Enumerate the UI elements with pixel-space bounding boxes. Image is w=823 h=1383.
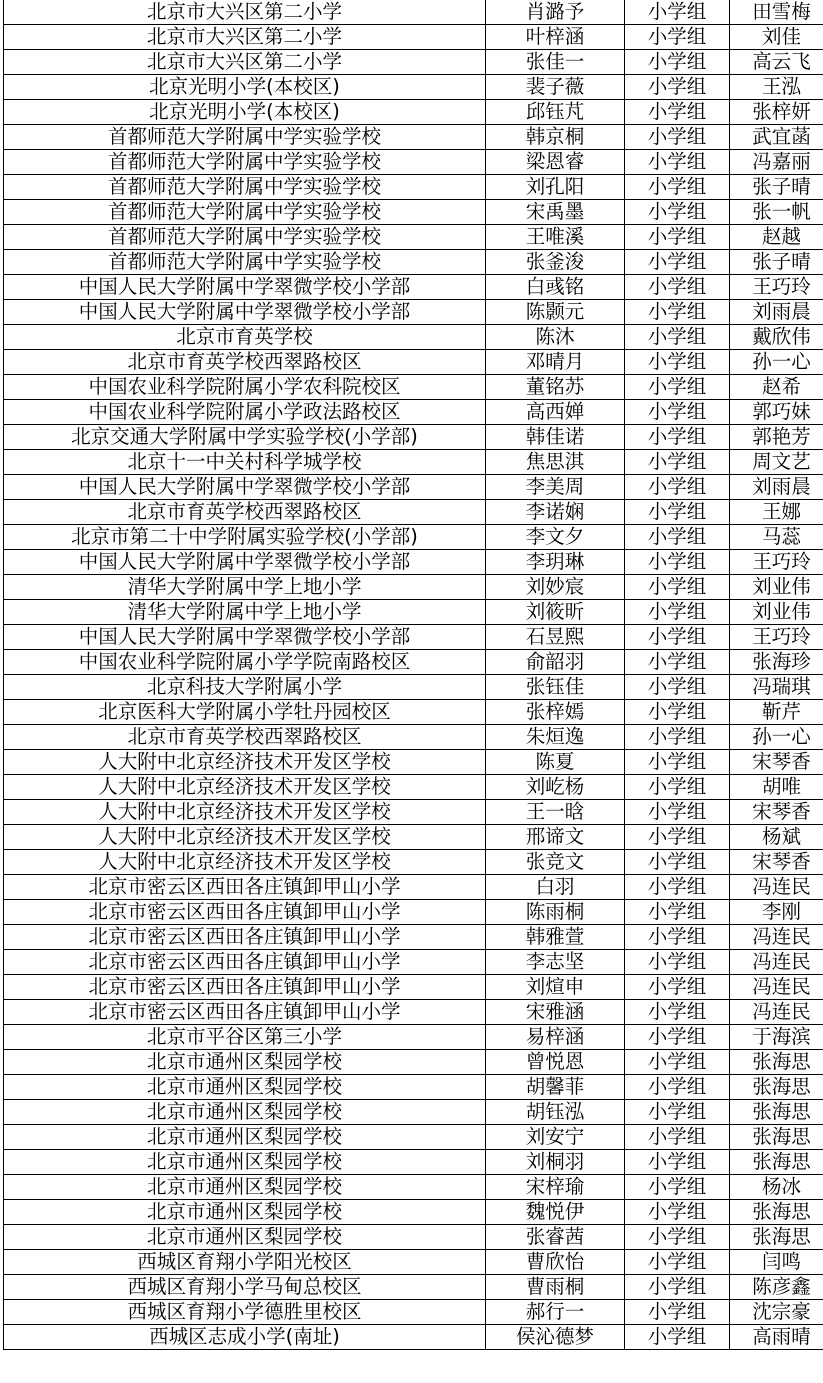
student-name-cell: 曹雨桐 bbox=[486, 1275, 625, 1300]
student-name-cell: 李玥琳 bbox=[486, 550, 625, 575]
group-cell: 小学组 bbox=[625, 1200, 730, 1225]
student-name-cell: 王一晗 bbox=[486, 800, 625, 825]
student-name-cell: 陈夏 bbox=[486, 750, 625, 775]
teacher-name-cell: 宋琴香 bbox=[730, 850, 823, 875]
group-cell: 小学组 bbox=[625, 750, 730, 775]
school-cell: 西城区育翔小学德胜里校区 bbox=[4, 1300, 486, 1325]
student-name-cell: 张梓嫣 bbox=[486, 700, 625, 725]
student-name-cell: 韩雅萱 bbox=[486, 925, 625, 950]
table-row bbox=[4, 1300, 823, 1325]
teacher-name-cell: 李刚 bbox=[730, 900, 823, 925]
teacher-name-cell: 杨斌 bbox=[730, 825, 823, 850]
table-row bbox=[4, 400, 823, 425]
school-cell: 北京市通州区梨园学校 bbox=[4, 1125, 486, 1150]
school-cell: 北京市通州区梨园学校 bbox=[4, 1175, 486, 1200]
student-name-cell: 董铭苏 bbox=[486, 375, 625, 400]
table-row bbox=[4, 650, 823, 675]
group-cell: 小学组 bbox=[625, 825, 730, 850]
school-cell: 首都师范大学附属中学实验学校 bbox=[4, 225, 486, 250]
teacher-name-cell: 马蕊 bbox=[730, 525, 823, 550]
teacher-name-cell: 郭艳芳 bbox=[730, 425, 823, 450]
table-row bbox=[4, 1000, 823, 1025]
table-row bbox=[4, 800, 823, 825]
student-name-cell: 曹欣怡 bbox=[486, 1250, 625, 1275]
student-name-cell: 陈沐 bbox=[486, 325, 625, 350]
teacher-name-cell: 刘业伟 bbox=[730, 600, 823, 625]
roster-table bbox=[3, 0, 823, 1350]
table-row bbox=[4, 675, 823, 700]
student-name-cell: 白彧铭 bbox=[486, 275, 625, 300]
school-cell: 西城区志成小学(南址) bbox=[4, 1325, 486, 1350]
teacher-name-cell: 王泓 bbox=[730, 75, 823, 100]
teacher-name-cell: 靳芹 bbox=[730, 700, 823, 725]
group-cell: 小学组 bbox=[625, 325, 730, 350]
teacher-name-cell: 王巧玲 bbox=[730, 275, 823, 300]
teacher-name-cell: 张海思 bbox=[730, 1100, 823, 1125]
group-cell: 小学组 bbox=[625, 450, 730, 475]
group-cell: 小学组 bbox=[625, 675, 730, 700]
school-cell: 首都师范大学附属中学实验学校 bbox=[4, 150, 486, 175]
teacher-name-cell: 孙一心 bbox=[730, 350, 823, 375]
group-cell: 小学组 bbox=[625, 1275, 730, 1300]
teacher-name-cell: 杨冰 bbox=[730, 1175, 823, 1200]
table-row bbox=[4, 450, 823, 475]
student-name-cell: 张竞文 bbox=[486, 850, 625, 875]
table-row bbox=[4, 100, 823, 125]
group-cell: 小学组 bbox=[625, 0, 730, 25]
teacher-name-cell: 宋琴香 bbox=[730, 750, 823, 775]
group-cell: 小学组 bbox=[625, 925, 730, 950]
table-row bbox=[4, 1250, 823, 1275]
table-row bbox=[4, 1175, 823, 1200]
student-name-cell: 魏悦伊 bbox=[486, 1200, 625, 1225]
group-cell: 小学组 bbox=[625, 900, 730, 925]
table-row bbox=[4, 825, 823, 850]
group-cell: 小学组 bbox=[625, 275, 730, 300]
teacher-name-cell: 高雨晴 bbox=[730, 1325, 823, 1350]
student-name-cell: 肖潞予 bbox=[486, 0, 625, 25]
teacher-name-cell: 张海思 bbox=[730, 1075, 823, 1100]
table-row bbox=[4, 0, 823, 25]
table-row bbox=[4, 200, 823, 225]
table-row bbox=[4, 700, 823, 725]
teacher-name-cell: 赵希 bbox=[730, 375, 823, 400]
table-row bbox=[4, 1200, 823, 1225]
table-row bbox=[4, 900, 823, 925]
table-row bbox=[4, 975, 823, 1000]
school-cell: 北京市大兴区第二小学 bbox=[4, 50, 486, 75]
group-cell: 小学组 bbox=[625, 100, 730, 125]
school-cell: 北京市通州区梨园学校 bbox=[4, 1150, 486, 1175]
group-cell: 小学组 bbox=[625, 1150, 730, 1175]
student-name-cell: 胡钰泓 bbox=[486, 1100, 625, 1125]
table-row bbox=[4, 850, 823, 875]
teacher-name-cell: 刘佳 bbox=[730, 25, 823, 50]
teacher-name-cell: 戴欣伟 bbox=[730, 325, 823, 350]
group-cell: 小学组 bbox=[625, 300, 730, 325]
student-name-cell: 胡馨菲 bbox=[486, 1075, 625, 1100]
group-cell: 小学组 bbox=[625, 1250, 730, 1275]
teacher-name-cell: 孙一心 bbox=[730, 725, 823, 750]
student-name-cell: 白羽 bbox=[486, 875, 625, 900]
group-cell: 小学组 bbox=[625, 25, 730, 50]
teacher-name-cell: 张子晴 bbox=[730, 250, 823, 275]
school-cell: 人大附中北京经济技术开发区学校 bbox=[4, 800, 486, 825]
group-cell: 小学组 bbox=[625, 200, 730, 225]
table-row bbox=[4, 1275, 823, 1300]
school-cell: 北京市密云区西田各庄镇卸甲山小学 bbox=[4, 900, 486, 925]
school-cell: 北京市密云区西田各庄镇卸甲山小学 bbox=[4, 975, 486, 1000]
student-name-cell: 陈颢元 bbox=[486, 300, 625, 325]
school-cell: 中国人民大学附属中学翠微学校小学部 bbox=[4, 475, 486, 500]
student-name-cell: 侯沁德梦 bbox=[486, 1325, 625, 1350]
table-row bbox=[4, 950, 823, 975]
table-row bbox=[4, 525, 823, 550]
school-cell: 中国农业科学院附属小学学院南路校区 bbox=[4, 650, 486, 675]
group-cell: 小学组 bbox=[625, 1100, 730, 1125]
teacher-name-cell: 张海珍 bbox=[730, 650, 823, 675]
table-row bbox=[4, 50, 823, 75]
school-cell: 西城区育翔小学马甸总校区 bbox=[4, 1275, 486, 1300]
group-cell: 小学组 bbox=[625, 500, 730, 525]
school-cell: 北京光明小学(本校区) bbox=[4, 100, 486, 125]
group-cell: 小学组 bbox=[625, 1050, 730, 1075]
school-cell: 中国人民大学附属中学翠微学校小学部 bbox=[4, 625, 486, 650]
student-name-cell: 邢谛文 bbox=[486, 825, 625, 850]
teacher-name-cell: 冯连民 bbox=[730, 950, 823, 975]
teacher-name-cell: 宋琴香 bbox=[730, 800, 823, 825]
student-name-cell: 朱烜逸 bbox=[486, 725, 625, 750]
teacher-name-cell: 王巧玲 bbox=[730, 625, 823, 650]
table-row bbox=[4, 1075, 823, 1100]
table-row bbox=[4, 250, 823, 275]
teacher-name-cell: 刘雨晨 bbox=[730, 475, 823, 500]
student-name-cell: 刘妙宸 bbox=[486, 575, 625, 600]
table-row bbox=[4, 550, 823, 575]
teacher-name-cell: 于海滨 bbox=[730, 1025, 823, 1050]
teacher-name-cell: 刘业伟 bbox=[730, 575, 823, 600]
school-cell: 北京市密云区西田各庄镇卸甲山小学 bbox=[4, 1000, 486, 1025]
teacher-name-cell: 田雪梅 bbox=[730, 0, 823, 25]
table-row bbox=[4, 475, 823, 500]
group-cell: 小学组 bbox=[625, 600, 730, 625]
group-cell: 小学组 bbox=[625, 1000, 730, 1025]
school-cell: 北京市大兴区第二小学 bbox=[4, 25, 486, 50]
group-cell: 小学组 bbox=[625, 375, 730, 400]
school-cell: 北京光明小学(本校区) bbox=[4, 75, 486, 100]
school-cell: 清华大学附属中学上地小学 bbox=[4, 575, 486, 600]
student-name-cell: 张睿茜 bbox=[486, 1225, 625, 1250]
school-cell: 首都师范大学附属中学实验学校 bbox=[4, 175, 486, 200]
table-row bbox=[4, 600, 823, 625]
school-cell: 中国农业科学院附属小学政法路校区 bbox=[4, 400, 486, 425]
group-cell: 小学组 bbox=[625, 150, 730, 175]
student-name-cell: 张钰佳 bbox=[486, 675, 625, 700]
school-cell: 中国农业科学院附属小学农科院校区 bbox=[4, 375, 486, 400]
table-row bbox=[4, 1100, 823, 1125]
student-name-cell: 石昱熙 bbox=[486, 625, 625, 650]
table-row bbox=[4, 125, 823, 150]
table-row bbox=[4, 150, 823, 175]
teacher-name-cell: 冯连民 bbox=[730, 925, 823, 950]
school-cell: 北京市通州区梨园学校 bbox=[4, 1100, 486, 1125]
group-cell: 小学组 bbox=[625, 225, 730, 250]
table-row bbox=[4, 575, 823, 600]
school-cell: 西城区育翔小学阳光校区 bbox=[4, 1250, 486, 1275]
student-name-cell: 刘桐羽 bbox=[486, 1150, 625, 1175]
group-cell: 小学组 bbox=[625, 850, 730, 875]
student-name-cell: 李志坚 bbox=[486, 950, 625, 975]
teacher-name-cell: 赵越 bbox=[730, 225, 823, 250]
group-cell: 小学组 bbox=[625, 650, 730, 675]
table-row bbox=[4, 25, 823, 50]
teacher-name-cell: 冯瑞琪 bbox=[730, 675, 823, 700]
student-name-cell: 李美周 bbox=[486, 475, 625, 500]
teacher-name-cell: 张海思 bbox=[730, 1050, 823, 1075]
group-cell: 小学组 bbox=[625, 875, 730, 900]
school-cell: 北京市密云区西田各庄镇卸甲山小学 bbox=[4, 925, 486, 950]
school-cell: 中国人民大学附属中学翠微学校小学部 bbox=[4, 550, 486, 575]
school-cell: 北京科技大学附属小学 bbox=[4, 675, 486, 700]
group-cell: 小学组 bbox=[625, 350, 730, 375]
table-row bbox=[4, 275, 823, 300]
roster-body bbox=[4, 0, 823, 1350]
table-row bbox=[4, 375, 823, 400]
student-name-cell: 曾悦恩 bbox=[486, 1050, 625, 1075]
table-row bbox=[4, 875, 823, 900]
teacher-name-cell: 周文艺 bbox=[730, 450, 823, 475]
student-name-cell: 焦思淇 bbox=[486, 450, 625, 475]
student-name-cell: 邱钰芃 bbox=[486, 100, 625, 125]
student-name-cell: 邓晴月 bbox=[486, 350, 625, 375]
student-name-cell: 王唯溪 bbox=[486, 225, 625, 250]
teacher-name-cell: 冯连民 bbox=[730, 1000, 823, 1025]
teacher-name-cell: 冯连民 bbox=[730, 975, 823, 1000]
school-cell: 北京市通州区梨园学校 bbox=[4, 1225, 486, 1250]
group-cell: 小学组 bbox=[625, 725, 730, 750]
group-cell: 小学组 bbox=[625, 525, 730, 550]
student-name-cell: 易梓涵 bbox=[486, 1025, 625, 1050]
school-cell: 北京市育英学校西翠路校区 bbox=[4, 500, 486, 525]
student-name-cell: 宋梓瑜 bbox=[486, 1175, 625, 1200]
group-cell: 小学组 bbox=[625, 250, 730, 275]
student-name-cell: 宋禹墨 bbox=[486, 200, 625, 225]
teacher-name-cell: 张梓妍 bbox=[730, 100, 823, 125]
table-row bbox=[4, 625, 823, 650]
student-name-cell: 裴子薇 bbox=[486, 75, 625, 100]
school-cell: 北京医科大学附属小学牡丹园校区 bbox=[4, 700, 486, 725]
school-cell: 北京市通州区梨园学校 bbox=[4, 1050, 486, 1075]
teacher-name-cell: 张一帆 bbox=[730, 200, 823, 225]
teacher-name-cell: 王娜 bbox=[730, 500, 823, 525]
teacher-name-cell: 陈彦鑫 bbox=[730, 1275, 823, 1300]
teacher-name-cell: 张海思 bbox=[730, 1150, 823, 1175]
school-cell: 北京市通州区梨园学校 bbox=[4, 1200, 486, 1225]
school-cell: 北京十一中关村科学城学校 bbox=[4, 450, 486, 475]
table-row bbox=[4, 1325, 823, 1350]
table-row bbox=[4, 225, 823, 250]
group-cell: 小学组 bbox=[625, 950, 730, 975]
school-cell: 北京市密云区西田各庄镇卸甲山小学 bbox=[4, 950, 486, 975]
student-name-cell: 宋雅涵 bbox=[486, 1000, 625, 1025]
teacher-name-cell: 张海思 bbox=[730, 1125, 823, 1150]
student-name-cell: 刘筱昕 bbox=[486, 600, 625, 625]
teacher-name-cell: 沈宗豪 bbox=[730, 1300, 823, 1325]
table-row bbox=[4, 425, 823, 450]
table-row bbox=[4, 1125, 823, 1150]
student-name-cell: 高西婵 bbox=[486, 400, 625, 425]
student-name-cell: 叶梓涵 bbox=[486, 25, 625, 50]
table-row bbox=[4, 725, 823, 750]
teacher-name-cell: 张子晴 bbox=[730, 175, 823, 200]
school-cell: 中国人民大学附属中学翠微学校小学部 bbox=[4, 300, 486, 325]
school-cell: 北京市大兴区第二小学 bbox=[4, 0, 486, 25]
teacher-name-cell: 张海思 bbox=[730, 1225, 823, 1250]
table-row bbox=[4, 750, 823, 775]
teacher-name-cell: 郭巧妹 bbox=[730, 400, 823, 425]
school-cell: 北京市通州区梨园学校 bbox=[4, 1075, 486, 1100]
student-name-cell: 李诺娴 bbox=[486, 500, 625, 525]
school-cell: 首都师范大学附属中学实验学校 bbox=[4, 250, 486, 275]
school-cell: 首都师范大学附属中学实验学校 bbox=[4, 200, 486, 225]
table-row bbox=[4, 175, 823, 200]
table-row bbox=[4, 1025, 823, 1050]
school-cell: 北京市平谷区第三小学 bbox=[4, 1025, 486, 1050]
student-name-cell: 李文夕 bbox=[486, 525, 625, 550]
school-cell: 人大附中北京经济技术开发区学校 bbox=[4, 750, 486, 775]
table-row bbox=[4, 350, 823, 375]
student-name-cell: 韩佳诺 bbox=[486, 425, 625, 450]
teacher-name-cell: 闫鸣 bbox=[730, 1250, 823, 1275]
group-cell: 小学组 bbox=[625, 625, 730, 650]
group-cell: 小学组 bbox=[625, 1125, 730, 1150]
student-name-cell: 韩京桐 bbox=[486, 125, 625, 150]
school-cell: 北京市育英学校 bbox=[4, 325, 486, 350]
school-cell: 人大附中北京经济技术开发区学校 bbox=[4, 775, 486, 800]
table-row bbox=[4, 1150, 823, 1175]
group-cell: 小学组 bbox=[625, 475, 730, 500]
student-name-cell: 张釜浚 bbox=[486, 250, 625, 275]
table-row bbox=[4, 325, 823, 350]
student-name-cell: 张佳一 bbox=[486, 50, 625, 75]
school-cell: 人大附中北京经济技术开发区学校 bbox=[4, 850, 486, 875]
group-cell: 小学组 bbox=[625, 1075, 730, 1100]
student-name-cell: 刘屹杨 bbox=[486, 775, 625, 800]
student-name-cell: 刘煊申 bbox=[486, 975, 625, 1000]
table-row bbox=[4, 75, 823, 100]
group-cell: 小学组 bbox=[625, 1225, 730, 1250]
group-cell: 小学组 bbox=[625, 550, 730, 575]
group-cell: 小学组 bbox=[625, 175, 730, 200]
group-cell: 小学组 bbox=[625, 425, 730, 450]
table-row bbox=[4, 775, 823, 800]
group-cell: 小学组 bbox=[625, 50, 730, 75]
student-name-cell: 刘安宁 bbox=[486, 1125, 625, 1150]
teacher-name-cell: 王巧玲 bbox=[730, 550, 823, 575]
table-row bbox=[4, 1225, 823, 1250]
table-row bbox=[4, 925, 823, 950]
teacher-name-cell: 高云飞 bbox=[730, 50, 823, 75]
school-cell: 首都师范大学附属中学实验学校 bbox=[4, 125, 486, 150]
group-cell: 小学组 bbox=[625, 975, 730, 1000]
group-cell: 小学组 bbox=[625, 75, 730, 100]
student-name-cell: 梁恩睿 bbox=[486, 150, 625, 175]
teacher-name-cell: 武宜菡 bbox=[730, 125, 823, 150]
teacher-name-cell: 冯连民 bbox=[730, 875, 823, 900]
group-cell: 小学组 bbox=[625, 575, 730, 600]
group-cell: 小学组 bbox=[625, 1175, 730, 1200]
school-cell: 北京交通大学附属中学实验学校(小学部) bbox=[4, 425, 486, 450]
teacher-name-cell: 胡唯 bbox=[730, 775, 823, 800]
student-name-cell: 刘孔阳 bbox=[486, 175, 625, 200]
student-name-cell: 俞韶羽 bbox=[486, 650, 625, 675]
teacher-name-cell: 张海思 bbox=[730, 1200, 823, 1225]
school-cell: 人大附中北京经济技术开发区学校 bbox=[4, 825, 486, 850]
school-cell: 北京市第二十中学附属实验学校(小学部) bbox=[4, 525, 486, 550]
teacher-name-cell: 刘雨晨 bbox=[730, 300, 823, 325]
group-cell: 小学组 bbox=[625, 125, 730, 150]
table-row bbox=[4, 1050, 823, 1075]
student-name-cell: 郝行一 bbox=[486, 1300, 625, 1325]
table-row bbox=[4, 300, 823, 325]
teacher-name-cell: 冯嘉丽 bbox=[730, 150, 823, 175]
school-cell: 北京市育英学校西翠路校区 bbox=[4, 725, 486, 750]
group-cell: 小学组 bbox=[625, 1325, 730, 1350]
group-cell: 小学组 bbox=[625, 700, 730, 725]
school-cell: 北京市育英学校西翠路校区 bbox=[4, 350, 486, 375]
group-cell: 小学组 bbox=[625, 1300, 730, 1325]
group-cell: 小学组 bbox=[625, 800, 730, 825]
school-cell: 中国人民大学附属中学翠微学校小学部 bbox=[4, 275, 486, 300]
group-cell: 小学组 bbox=[625, 775, 730, 800]
school-cell: 清华大学附属中学上地小学 bbox=[4, 600, 486, 625]
school-cell: 北京市密云区西田各庄镇卸甲山小学 bbox=[4, 875, 486, 900]
group-cell: 小学组 bbox=[625, 1025, 730, 1050]
group-cell: 小学组 bbox=[625, 400, 730, 425]
table-row bbox=[4, 500, 823, 525]
student-name-cell: 陈雨桐 bbox=[486, 900, 625, 925]
